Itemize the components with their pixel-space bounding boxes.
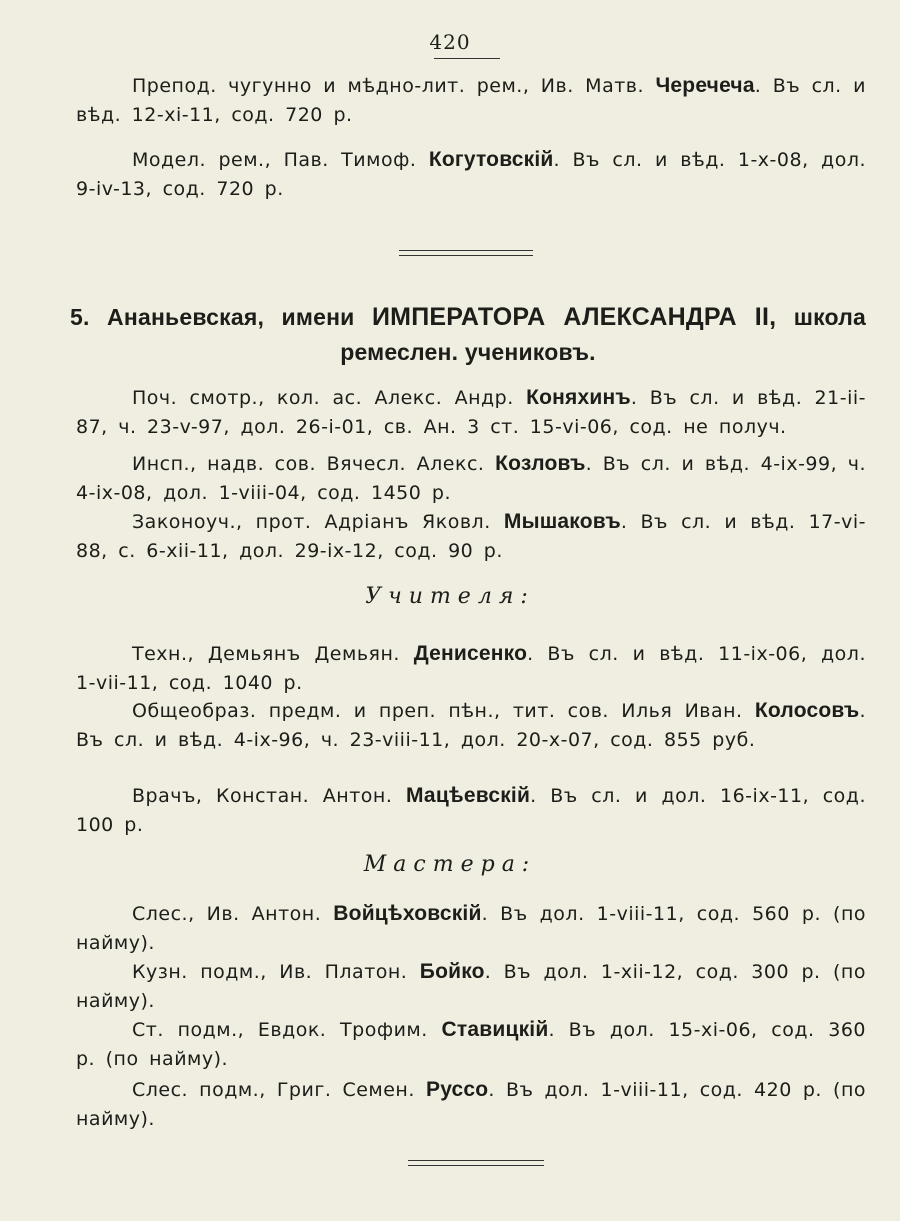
entry-text: . Въ сл. и вѣд. 4-ix-99, ч. 4-ix-08, дол. 1-viii-04, сод. 1450 р. (76, 453, 866, 504)
entry-text: Общеобраз. предм. и преп. пѣн., тит. сов. Илья Иван. (132, 700, 743, 722)
entry-surname: Бойко (419, 960, 485, 983)
entry-text: Врачъ, Констан. Антон. (132, 785, 393, 807)
entry-text: . Въ сл. и дол. 16-ix-11, сод. 100 р. (76, 785, 866, 836)
entry-surname: Руссо (425, 1078, 489, 1101)
entry-text: . Въ сл. и вѣд. 11-ix-06, дол. 1-vii-11, сод. 1040 р. (76, 643, 866, 694)
entry-teacher-2 (76, 697, 866, 754)
section-heading-line2: ремеслен. учениковъ. (340, 339, 596, 365)
entry-text: Кузн. подм., Ив. Платон. (132, 961, 408, 983)
entry-master-1 (76, 900, 866, 957)
entry-surname: Мацѣевскій (405, 784, 531, 807)
entry-surname: Ставицкій (441, 1018, 549, 1041)
page-number: 420 (429, 30, 471, 54)
entry-surname: Козловъ (495, 452, 586, 475)
entry-text: Законоуч., прот. Адріанъ Яковл. (132, 511, 491, 533)
entry-surname: Черечеча (655, 74, 755, 97)
section-heading-line1: 5. Ананьевская, имени ИМПЕРАТОРА АЛЕКСАНДРА II, школа (70, 303, 866, 331)
entry-staff-2 (76, 450, 866, 507)
entry-text: Ст. подм., Евдок. Трофим. (132, 1019, 428, 1041)
entry-text: Инсп., надв. сов. Вячесл. Алекс. (132, 453, 485, 475)
entry-master-2 (76, 958, 866, 1015)
entry-text: . Въ сл. и вѣд. 17-vi-88, с. 6-xii-11, дол. 29-ix-12, сод. 90 р. (76, 511, 866, 562)
section-heading (70, 300, 866, 370)
entry-text: Слес., Ив. Антон. (132, 903, 322, 925)
entry-master-3 (76, 1016, 866, 1073)
entry-staff-3 (76, 508, 866, 565)
entry-text: Поч. смотр., кол. ас. Алекс. Андр. (132, 387, 514, 409)
entry-text: . Въ сл. и вѣд. 21-ii-87, ч. 23-v-97, дол. 26-i-01, св. Ан. 3 ст. 15-vi-06, сод. не получ. (76, 387, 866, 438)
entry-text: . Въ дол. 1-viii-11, сод. 420 р. (по найму). (76, 1079, 867, 1130)
entry-surname: Коняхинъ (526, 386, 631, 409)
entry-surname: Войцѣховскій (333, 902, 482, 925)
entry-teacher-1 (76, 640, 866, 697)
entry-text: . Въ сл. и вѣд. 4-ix-96, ч. 23-viii-11, дол. 20-x-07, сод. 855 руб. (76, 700, 866, 751)
entry-text: Модел. рем., Пав. Тимоф. (132, 149, 417, 171)
section-divider (399, 250, 533, 256)
entry-surname: Колосовъ (754, 699, 860, 722)
entry-surname: Когутовскій (428, 148, 554, 171)
entry-text: Въ сл. и вѣд. 12-xi-11, сод. 720 р. (76, 75, 866, 126)
entry-master-4 (76, 1076, 866, 1133)
entry-text: . Въ дол. 1-xii-12, сод. 300 р. (по найму). (76, 961, 866, 1012)
masters-heading: Мастера: (363, 852, 537, 877)
entry-text: Препод. чугунно и мѣдно-лит. рем., Ив. Матв. (132, 75, 645, 97)
teachers-heading: Учителя: (365, 584, 535, 609)
entry-text: Слес. подм., Григ. Семен. (132, 1079, 415, 1101)
entry-text: . Въ сл. и вѣд. 1-x-08, дол. 9-iv-13, сод. 720 р. (76, 149, 866, 200)
entry-surname: Денисенко (413, 642, 528, 665)
entry-top-1: Препод. чугунно и мѣдно-лит. рем., Ив. Матв. Черечеча. Въ сл. и вѣд. 12-xi-11, сод. 720 р. (76, 74, 866, 126)
entry-teacher-3 (76, 782, 866, 839)
entry-text: . Въ дол. 1-viii-11, сод. 560 р. (по найму). (76, 903, 867, 954)
page-number-underline (434, 58, 500, 59)
entry-text: . Въ дол. 15-xi-06, сод. 360 р. (по найму). (76, 1019, 867, 1070)
entry-top-2 (76, 146, 866, 203)
bottom-divider (408, 1160, 544, 1166)
entry-surname: Мышаковъ (503, 510, 621, 533)
entry-text: Техн., Демьянъ Демьян. (132, 643, 400, 665)
entry-staff-1 (76, 384, 866, 441)
